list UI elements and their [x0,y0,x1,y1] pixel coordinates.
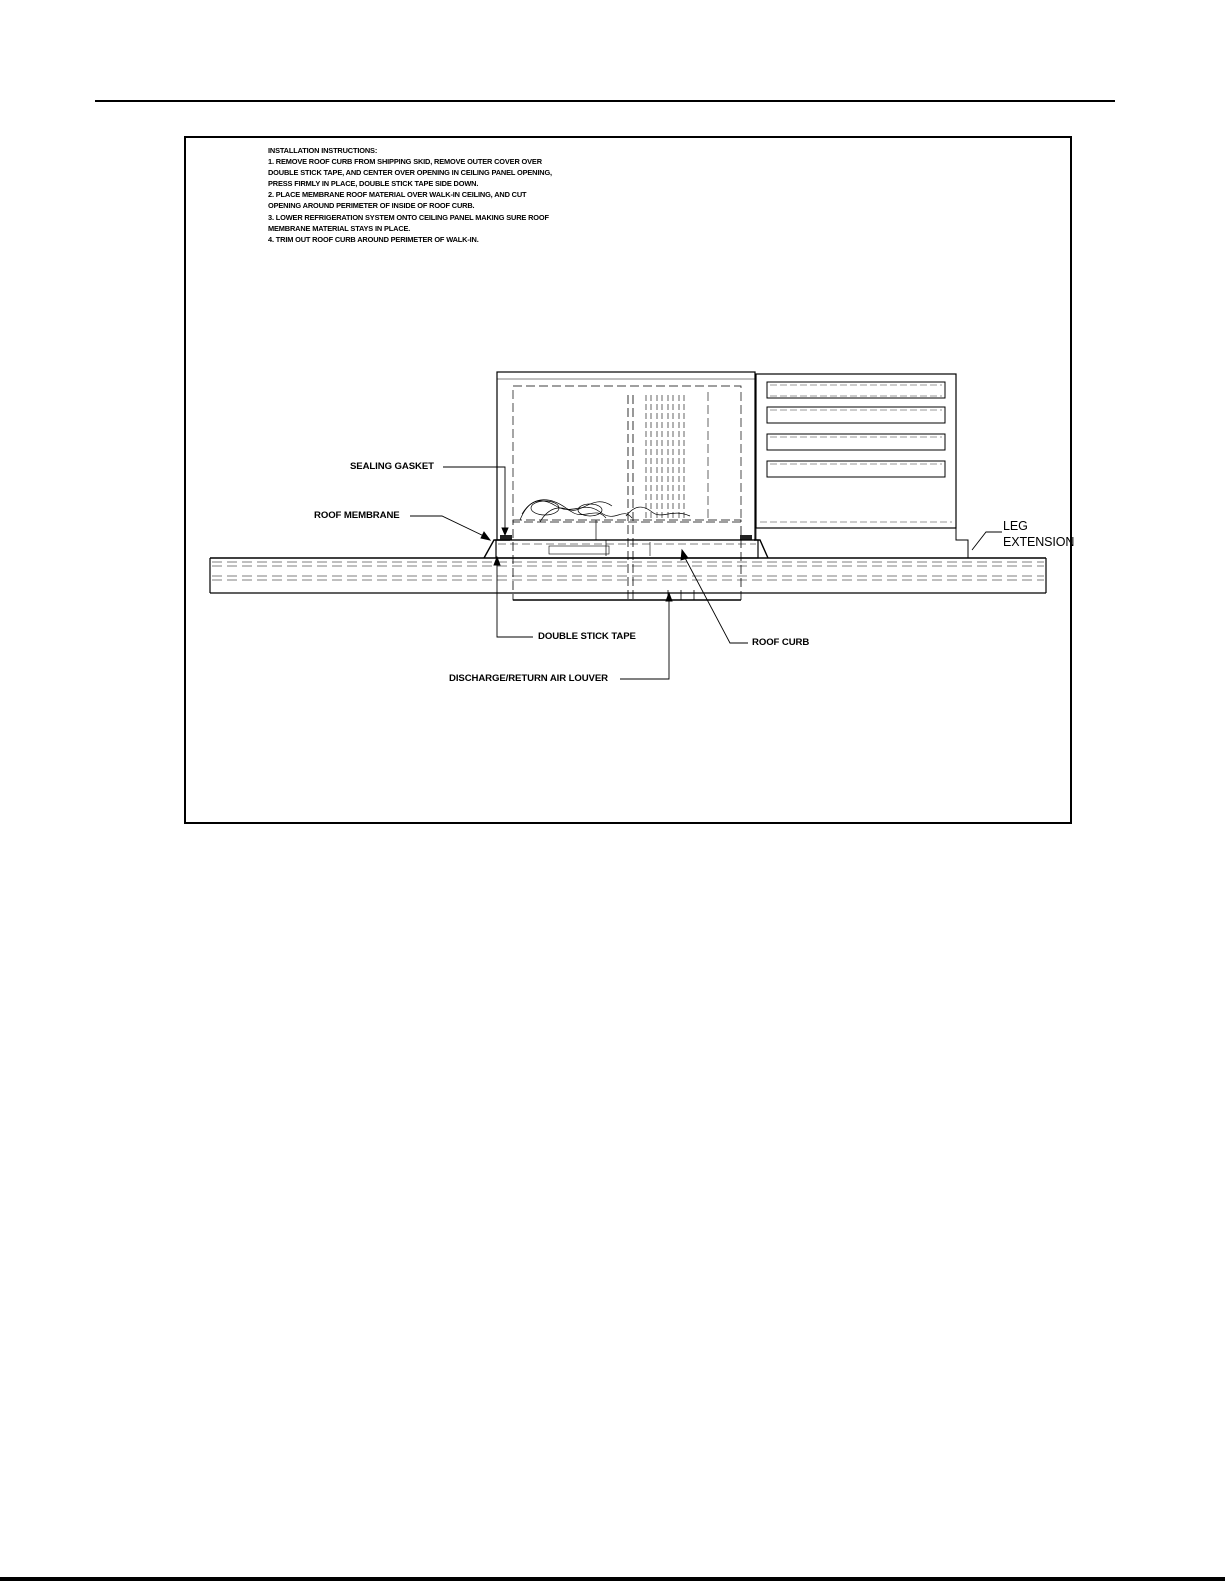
condensing-section [756,374,968,558]
instruction-line: 2. PLACE MEMBRANE ROOF MATERIAL OVER WALK-IN CEILING, AND CUT [268,190,527,200]
roof-curb [496,540,758,558]
roof-membrane [484,540,768,558]
leader-lines [410,467,1002,679]
instruction-line: DOUBLE STICK TAPE, AND CENTER OVER OPENING IN CEILING PANEL OPENING, [268,168,552,178]
sealing-gasket-label: SEALING GASKET [350,461,434,472]
instruction-line: 4. TRIM OUT ROOF CURB AROUND PERIMETER OF WALK-IN. [268,234,479,244]
instruction-line: OPENING AROUND PERIMETER OF INSIDE OF ROOF CURB. [268,201,475,211]
sealing-gasket [500,535,752,540]
footer-rule [0,1577,1225,1581]
leg-extension-line1: LEG [1003,519,1028,533]
refrigeration-unit [497,372,755,556]
instructions-heading: INSTALLATION INSTRUCTIONS: [268,146,378,155]
leg-extension-label [1003,518,1074,550]
evaporator-section [513,395,741,600]
condenser-coil [646,392,708,522]
roof-curb-label: ROOF CURB [752,637,810,648]
double-stick-tape-label: DOUBLE STICK TAPE [538,631,636,642]
compressor-piping [520,500,690,556]
ceiling-panel [210,558,1046,593]
instruction-line: 3. LOWER REFRIGERATION SYSTEM ONTO CEILING PANEL MAKING SURE ROOF [268,212,549,222]
instruction-line: 1. REMOVE ROOF CURB FROM SHIPPING SKID, REMOVE OUTER COVER OVER [268,157,542,167]
leg-extension-line2: EXTENSION [1003,535,1075,549]
louver-label: DISCHARGE/RETURN AIR LOUVER [449,673,608,684]
instruction-line: PRESS FIRMLY IN PLACE, DOUBLE STICK TAPE SIDE DOWN. [268,179,479,189]
instruction-line: MEMBRANE MATERIAL STAYS IN PLACE. [268,223,411,233]
roof-membrane-label: ROOF MEMBRANE [314,510,400,521]
